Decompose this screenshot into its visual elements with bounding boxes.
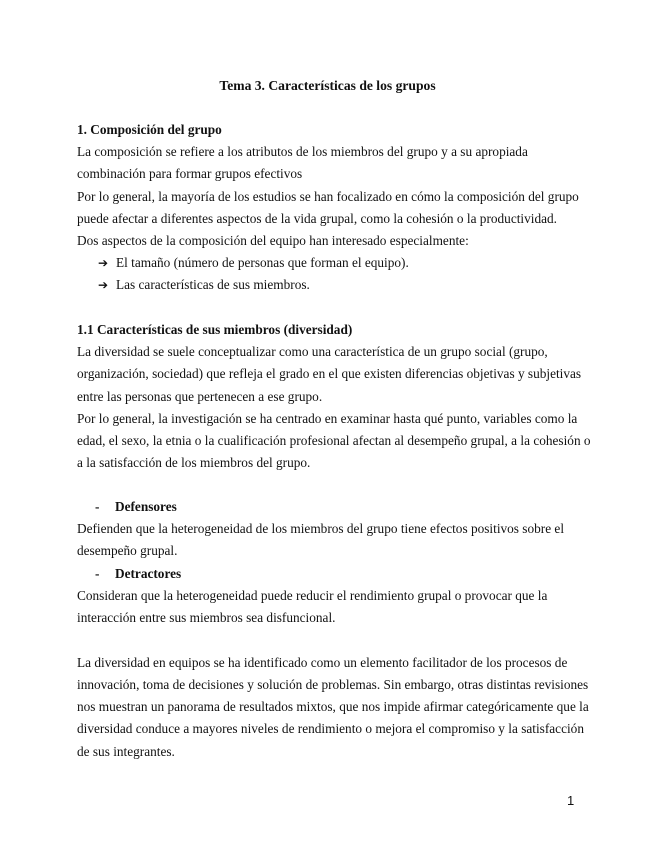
paragraph-line: La diversidad se suele conceptualizar como una característica de un grupo social (grupo, <box>77 344 548 359</box>
list-item-detractores <box>95 564 181 584</box>
paragraph-line: nos muestran un panorama de resultados mixtos, que nos impide afirmar categóricamente que la <box>77 699 589 714</box>
paragraph-line: interacción entre sus miembros sea disfuncional. <box>77 610 336 625</box>
paragraph-line: La composición se refiere a los atributos de los miembros del grupo y a su apropiada <box>77 144 528 159</box>
paragraph-line: combinación para formar grupos efectivos <box>77 166 303 181</box>
dash-bullet: - <box>95 566 100 581</box>
paragraph-line: a la satisfacción de los miembros del grupo. <box>77 455 311 470</box>
paragraph-line: La diversidad en equipos se ha identificado como un elemento facilitador de los procesos de <box>77 655 568 670</box>
paragraph-line: Por lo general, la investigación se ha centrado en examinar hasta qué punto, variables como la <box>77 411 578 426</box>
paragraph-line: puede afectar a diferentes aspectos de la vida grupal, como la cohesión o la productividad. <box>77 211 557 226</box>
section-heading-composicion: 1. Composición del grupo <box>77 122 222 137</box>
paragraph-line: innovación, toma de decisiones y solución de problemas. Sin embargo, otras distintas revisiones <box>77 677 589 692</box>
list-item <box>98 275 310 295</box>
subheading-defensores: Defensores <box>115 499 177 514</box>
list-item <box>98 253 409 273</box>
page-number: 1 <box>567 793 575 808</box>
paragraph-line: desempeño grupal. <box>77 543 178 558</box>
section-heading-diversidad: 1.1 Características de sus miembros (diversidad) <box>77 322 353 337</box>
paragraph-line: de sus integrantes. <box>77 744 175 759</box>
paragraph-line: diversidad conduce a mayores niveles de rendimiento o mejora el compromiso y la satisfacción <box>77 721 584 736</box>
arrow-bullet-icon: ➔ <box>98 256 109 270</box>
paragraph-line: Dos aspectos de la composición del equipo han interesado especialmente: <box>77 233 469 248</box>
paragraph-line: edad, el sexo, la etnia o la cualificación profesional afectan al desempeño grupal, a la cohesión o <box>77 433 591 448</box>
arrow-bullet-icon: ➔ <box>98 278 109 292</box>
paragraph-line: Defienden que la heterogeneidad de los miembros del grupo tiene efectos positivos sobre el <box>77 521 565 536</box>
subheading-detractores: Detractores <box>115 566 182 581</box>
dash-bullet: - <box>95 499 100 514</box>
paragraph-line: organización, sociedad) que refleja el grado en el que existen diferencias objetivas y subjetivas <box>77 366 582 381</box>
list-item-text: Las características de sus miembros. <box>116 277 310 292</box>
list-item-text: El tamaño (número de personas que forman el equipo). <box>116 255 409 270</box>
list-item-defensores <box>95 497 177 517</box>
paragraph-line: entre las personas que pertenecen a ese grupo. <box>77 389 323 404</box>
paragraph-line: Consideran que la heterogeneidad puede reducir el rendimiento grupal o provocar que la <box>77 588 548 603</box>
page-title: Tema 3. Características de los grupos <box>219 78 436 93</box>
paragraph-line: Por lo general, la mayoría de los estudios se han focalizado en cómo la composición del grupo <box>77 189 579 204</box>
